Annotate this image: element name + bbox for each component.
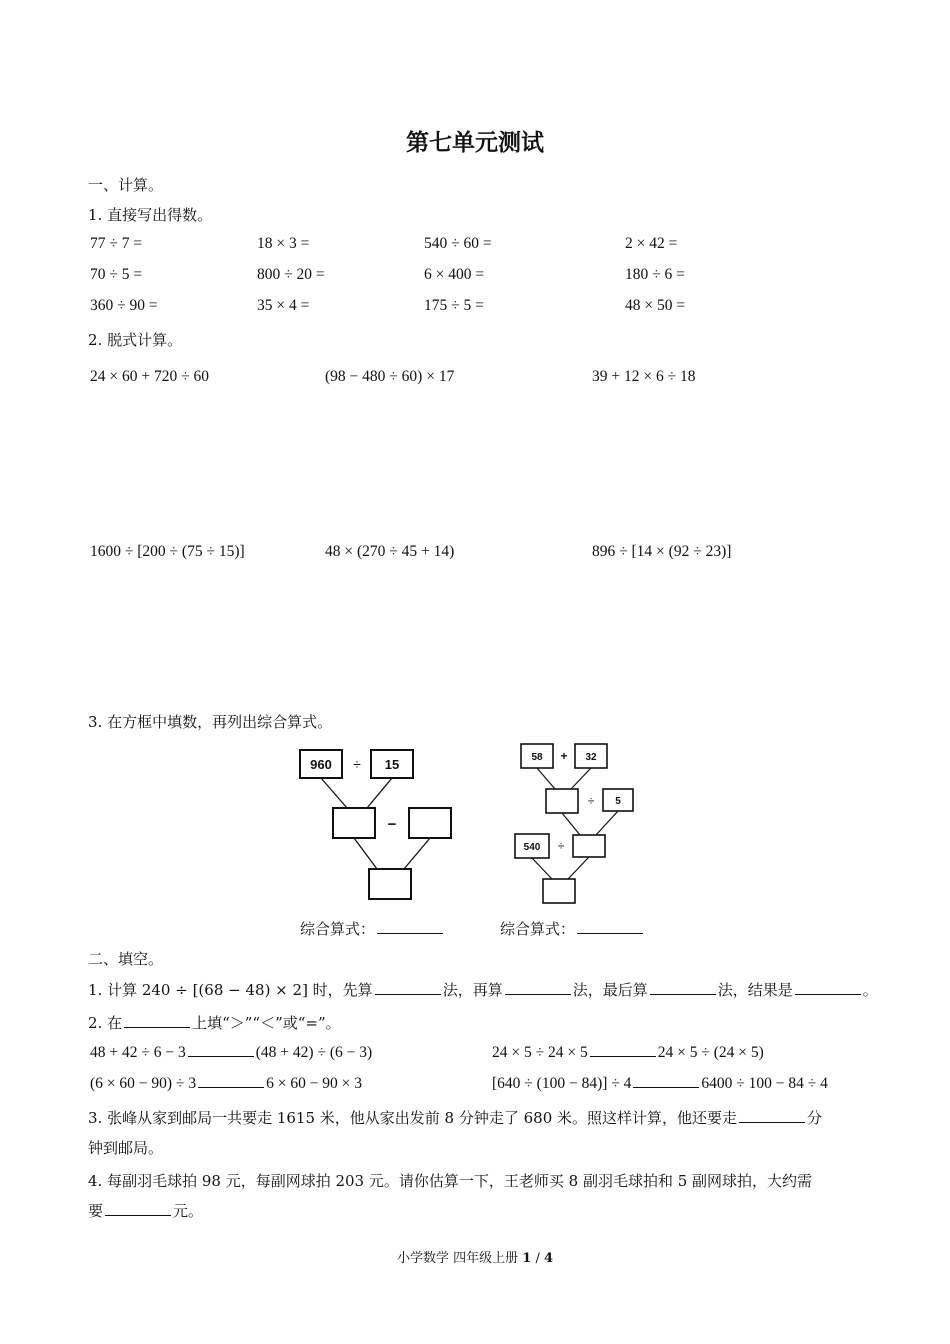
compare-right: 24 × 5 ÷ (24 × 5): [657, 1044, 764, 1061]
text-segment: 法，最后算: [572, 981, 648, 999]
answer-blank[interactable]: [650, 980, 716, 995]
box-value: 15: [384, 757, 400, 772]
operator: +: [560, 749, 568, 763]
operator: ÷: [587, 794, 595, 808]
page-separator: /: [535, 1251, 540, 1266]
answer-box: [546, 789, 578, 813]
answer-blank[interactable]: [105, 1201, 171, 1216]
page-number: 1: [522, 1251, 532, 1266]
formula-label: 综合算式：: [500, 920, 576, 938]
box-value: 32: [585, 752, 597, 763]
text-segment: 法，结果是: [717, 981, 793, 999]
compare-right: 6 × 60 − 90 × 3: [266, 1075, 363, 1092]
calc-item: 35 × 4 =: [257, 297, 310, 314]
formula-line-2: [500, 918, 645, 939]
calc-item: 2 × 42 =: [625, 235, 678, 252]
calc-item: 540 ÷ 60 =: [424, 235, 492, 252]
operator: ÷: [353, 756, 361, 772]
answer-box: [573, 835, 605, 857]
q1-3-label: 3. 在方框中填数，再列出综合算式。: [88, 713, 333, 731]
box-value: 960: [310, 757, 332, 772]
text-segment: 要: [88, 1202, 104, 1220]
answer-blank[interactable]: [739, 1108, 805, 1123]
operator: ÷: [557, 839, 565, 853]
calc-item: 18 × 3 =: [257, 235, 310, 252]
text-segment: 2. 在: [88, 1014, 123, 1032]
step-calc-item: 24 × 60 + 720 ÷ 60: [90, 368, 209, 385]
compare-item: [492, 1073, 828, 1093]
q1-1-label: 1. 直接写出得数。: [88, 206, 213, 224]
calc-item: 360 ÷ 90 =: [90, 297, 158, 314]
tree-diagram-2: [515, 744, 633, 903]
answer-blank[interactable]: [505, 980, 571, 995]
answer-box: [333, 808, 375, 838]
q2-4-line-1: 4. 每副羽毛球拍 98 元，每副网球拍 203 元。请你估算一下，王老师买 8 副羽毛球拍和 5 副网球拍，大约需: [88, 1172, 813, 1190]
compare-right: (48 + 42) ÷ (6 − 3): [255, 1044, 373, 1061]
page-total: 4: [543, 1251, 554, 1266]
compare-item: [90, 1073, 362, 1093]
q2-2-line: [88, 1012, 341, 1033]
answer-box: [369, 869, 411, 899]
page-footer: [0, 1247, 950, 1266]
q2-3-line-2: 钟到邮局。: [88, 1139, 164, 1157]
calc-item: 175 ÷ 5 =: [424, 297, 484, 314]
answer-blank[interactable]: [375, 980, 441, 995]
text-segment: 法，再算: [442, 981, 503, 999]
page-title: 第七单元测试: [406, 129, 544, 156]
section-2-heading: 二、填空。: [88, 950, 164, 968]
q1-2-label: 2. 脱式计算。: [88, 331, 183, 349]
answer-box: [543, 879, 575, 903]
step-calc-item: 1600 ÷ [200 ÷ (75 ÷ 15)]: [90, 543, 245, 560]
step-calc-item: 896 ÷ [14 × (92 ÷ 23)]: [592, 543, 732, 560]
text-segment: 1. 计算 240 ÷ [(68 − 48) × 2] 时，先算: [88, 981, 373, 999]
compare-left: 24 × 5 ÷ 24 × 5: [492, 1044, 588, 1061]
box-value: 540: [523, 842, 541, 853]
text-segment: 。: [862, 981, 878, 999]
compare-left: [640 ÷ (100 − 84)] ÷ 4: [492, 1075, 632, 1092]
calc-item: 180 ÷ 6 =: [625, 266, 685, 283]
compare-right: 6400 ÷ 100 − 84 ÷ 4: [701, 1075, 828, 1092]
step-calc-item: (98 − 480 ÷ 60) × 17: [325, 368, 455, 385]
box-value: 5: [615, 796, 621, 807]
answer-blank[interactable]: [577, 919, 643, 934]
box-value: 58: [531, 752, 543, 763]
q2-3-line-1: [88, 1107, 822, 1128]
answer-blank[interactable]: [590, 1042, 656, 1057]
q2-4-line-2: [88, 1200, 203, 1221]
answer-box: [409, 808, 451, 838]
step-calc-item: 39 + 12 × 6 ÷ 18: [592, 368, 696, 385]
calc-item: 48 × 50 =: [625, 297, 686, 314]
text-segment: 3. 张峰从家到邮局一共要走 1615 米，他从家出发前 8 分钟走了 680 米。照这样计算，他还要走: [88, 1109, 738, 1127]
formula-label: 综合算式：: [300, 920, 376, 938]
compare-item: [90, 1042, 372, 1062]
calc-item: 70 ÷ 5 =: [90, 266, 143, 283]
section-1-heading: 一、计算。: [88, 176, 164, 194]
footer-text: 小学数学 四年级上册: [396, 1251, 519, 1266]
compare-left: 48 + 42 ÷ 6 − 3: [90, 1044, 186, 1061]
answer-blank[interactable]: [377, 919, 443, 934]
answer-blank[interactable]: [198, 1073, 264, 1088]
compare-left: (6 × 60 − 90) ÷ 3: [90, 1075, 197, 1092]
answer-blank[interactable]: [795, 980, 861, 995]
calc-item: 6 × 400 =: [424, 266, 485, 283]
formula-line-1: [300, 918, 445, 939]
q2-1-line: [88, 979, 878, 1000]
calc-item: 77 ÷ 7 =: [90, 235, 143, 252]
operator: −: [387, 816, 397, 833]
compare-item: [492, 1042, 764, 1062]
tree-diagram-1: [300, 750, 451, 899]
step-calc-item: 48 × (270 ÷ 45 + 14): [325, 543, 455, 560]
answer-blank[interactable]: [188, 1042, 254, 1057]
answer-blank[interactable]: [633, 1073, 699, 1088]
answer-blank[interactable]: [124, 1013, 190, 1028]
text-segment: 上填“＞”“＜”或“=”。: [192, 1014, 341, 1032]
text-segment: 分: [807, 1109, 823, 1127]
calc-item: 800 ÷ 20 =: [257, 266, 325, 283]
text-segment: 元。: [173, 1202, 204, 1220]
